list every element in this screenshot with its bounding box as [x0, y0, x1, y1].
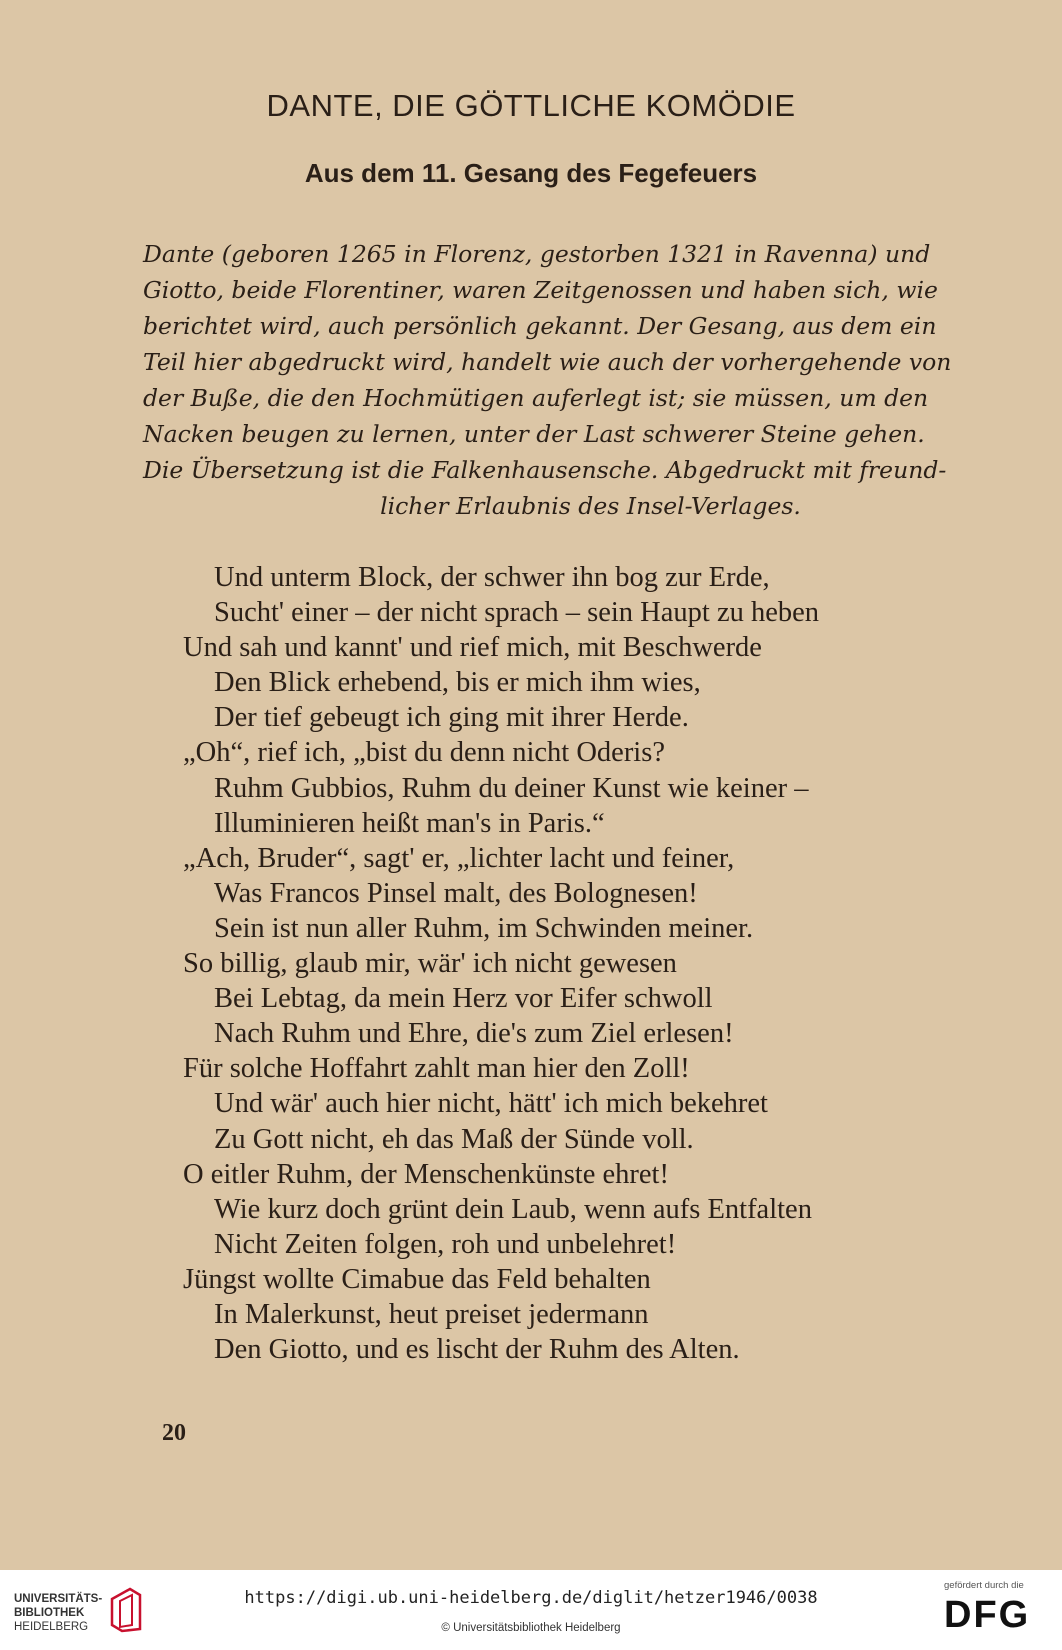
poem-line: Sein ist nun aller Ruhm, im Schwinden meiner.	[214, 912, 754, 944]
intro-line: Giotto, beide Florentiner, waren Zeitgenossen und haben sich, wie	[143, 276, 938, 304]
poem	[183, 560, 819, 1367]
poem-line: Der tief gebeugt ich ging mit ihrer Herde.	[214, 702, 689, 734]
poem-line: Was Francos Pinsel malt, des Bolognesen!	[214, 877, 698, 909]
intro-line: berichtet wird, auch persönlich gekannt. Der Gesang, aus dem ein	[143, 312, 937, 340]
poem-line: In Malerkunst, heut preiset jedermann	[214, 1298, 649, 1330]
poem-line: Ruhm Gubbios, Ruhm du deiner Kunst wie keiner –	[214, 772, 809, 804]
intro-line: Die Übersetzung ist die Falkenhausensche. Abgedruckt mit freund-	[143, 456, 947, 484]
intro-line: licher Erlaubnis des Insel-Verlages.	[380, 492, 801, 520]
library-name-line: HEIDELBERG	[14, 1621, 89, 1633]
viewer-footer	[0, 1570, 1062, 1650]
funder-label: gefördert durch die	[944, 1580, 1024, 1591]
intro-line: Dante (geboren 1265 in Florenz, gestorben 1321 in Ravenna) und	[143, 240, 931, 268]
poem-line: Und unterm Block, der schwer ihn bog zur Erde,	[214, 562, 770, 593]
copyright-notice: © Universitätsbibliothek Heidelberg	[441, 1622, 621, 1634]
poem-line: Nach Ruhm und Ehre, die's zum Ziel erlesen!	[214, 1018, 734, 1050]
library-name-line: UNIVERSITÄTS-	[14, 1593, 103, 1605]
intro-paragraph	[143, 236, 998, 524]
poem-line: Und sah und kannt' und rief mich, mit Beschwerde	[183, 632, 762, 664]
poem-line: Bei Lebtag, da mein Herz vor Eifer schwoll	[214, 983, 713, 1015]
poem-line: „Ach, Bruder“, sagt' er, „lichter lacht und feiner,	[183, 842, 735, 874]
poem-line: So billig, glaub mir, wär' ich nicht gewesen	[183, 948, 677, 980]
poem-line: Illuminieren heißt man's in Paris.“	[214, 807, 605, 839]
poem-line: Für solche Hoffahrt zahlt man hier den Zoll!	[183, 1053, 690, 1085]
library-name-line: BIBLIOTHEK	[14, 1607, 85, 1619]
poem-line: Zu Gott nicht, eh das Maß der Sünde voll.	[214, 1123, 694, 1155]
intro-line: Nacken beugen zu lernen, unter der Last schwerer Steine gehen.	[143, 420, 925, 448]
poem-line: „Oh“, rief ich, „bist du denn nicht Oderis?	[183, 737, 665, 769]
poem-line: Wie kurz doch grünt dein Laub, wenn aufs Entfalten	[214, 1193, 812, 1225]
page-title: DANTE, DIE GÖTTLICHE KOMÖDIE	[266, 88, 796, 123]
poem-line: Und wär' auch hier nicht, hätt' ich mich bekehret	[214, 1088, 768, 1120]
page-subtitle: Aus dem 11. Gesang des Fegefeuers	[304, 158, 758, 188]
poem-line: Nicht Zeiten folgen, roh und unbelehret!	[214, 1228, 677, 1260]
poem-line: Sucht' einer – der nicht sprach – sein Haupt zu heben	[214, 597, 820, 629]
intro-line: Teil hier abgedruckt wird, handelt wie auch der vorhergehende von	[143, 348, 952, 376]
poem-line: O eitler Ruhm, der Menschenkünste ehret!	[183, 1158, 669, 1190]
page-number: 20	[162, 1420, 186, 1446]
poem-line: Den Blick erhebend, bis er mich ihm wies,	[214, 667, 701, 699]
dfg-logo: DFG	[944, 1594, 1031, 1636]
permalink-url[interactable]: https://digi.ub.uni-heidelberg.de/diglit/hetzer1946/0038	[244, 1588, 818, 1608]
poem-line: Den Giotto, und es lischt der Ruhm des Alten.	[214, 1334, 740, 1366]
intro-line: der Buße, die den Hochmütigen auferlegt ist; sie müssen, um den	[143, 384, 929, 412]
poem-line: Jüngst wollte Cimabue das Feld behalten	[183, 1263, 651, 1295]
